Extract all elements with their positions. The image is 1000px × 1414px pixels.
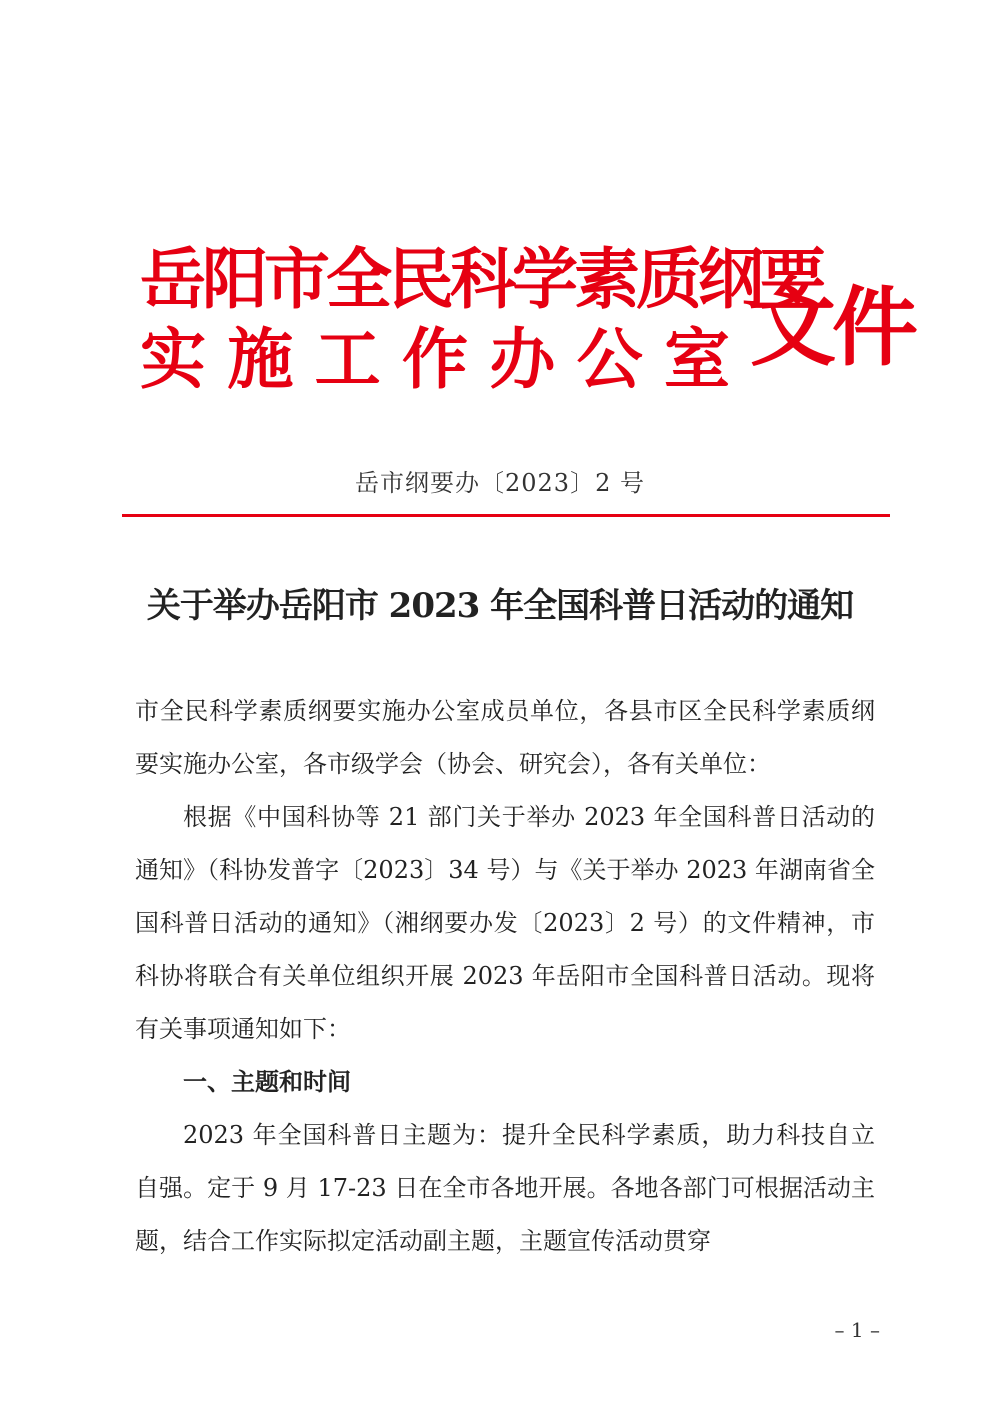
org-line2-char: 作 — [401, 321, 468, 398]
org-line2-char: 办 — [489, 321, 556, 398]
page-number: – 1 – — [834, 1318, 880, 1342]
section-heading: 一、主题和时间 — [183, 1068, 351, 1096]
document-type-label: 文件 — [750, 278, 914, 378]
issuing-org-line2 — [140, 321, 730, 398]
body-paragraph: 根据《中国科协等 21 部门关于举办 2023 年全国科普日活动的通知》（科协发普字〔2023〕34 号）与《关于举办 2023 年湖南省全国科普日活动的通知》（湘纲要办发〔2023〕2 号）的文件精神，市科协将联合有关单位组织开展 2023 年岳阳市全国科普日活动。现将有关事项通知如下： — [135, 803, 875, 1043]
org-line2-char: 实 — [140, 321, 206, 398]
red-letterhead — [140, 241, 914, 405]
addressee-paragraph: 市全民科学素质纲要实施办公室成员单位，各县市区全民科学素质纲要实施办公室，各市级学会（协会、研究会），各有关单位： — [135, 697, 875, 778]
org-line2-char: 室 — [663, 321, 730, 398]
document-body — [135, 685, 875, 1268]
issuing-org-line1: 岳阳市全民科学素质纲要 — [140, 241, 822, 318]
org-line2-char: 工 — [314, 321, 381, 398]
red-divider-line — [122, 514, 890, 517]
body-paragraph: 2023 年全国科普日主题为：提升全民科学素质，助力科技自立自强。定于 9 月 17-23 日在全市各地开展。各地各部门可根据活动主题，结合工作实际拟定活动副主题，主题宣传活动贯穿 — [135, 1121, 875, 1255]
document-number: 岳市纲要办〔2023〕2 号 — [355, 469, 645, 497]
org-line2-char: 公 — [576, 321, 643, 398]
org-line2-char: 施 — [227, 321, 294, 398]
document-title: 关于举办岳阳市 2023 年全国科普日活动的通知 — [146, 586, 854, 626]
